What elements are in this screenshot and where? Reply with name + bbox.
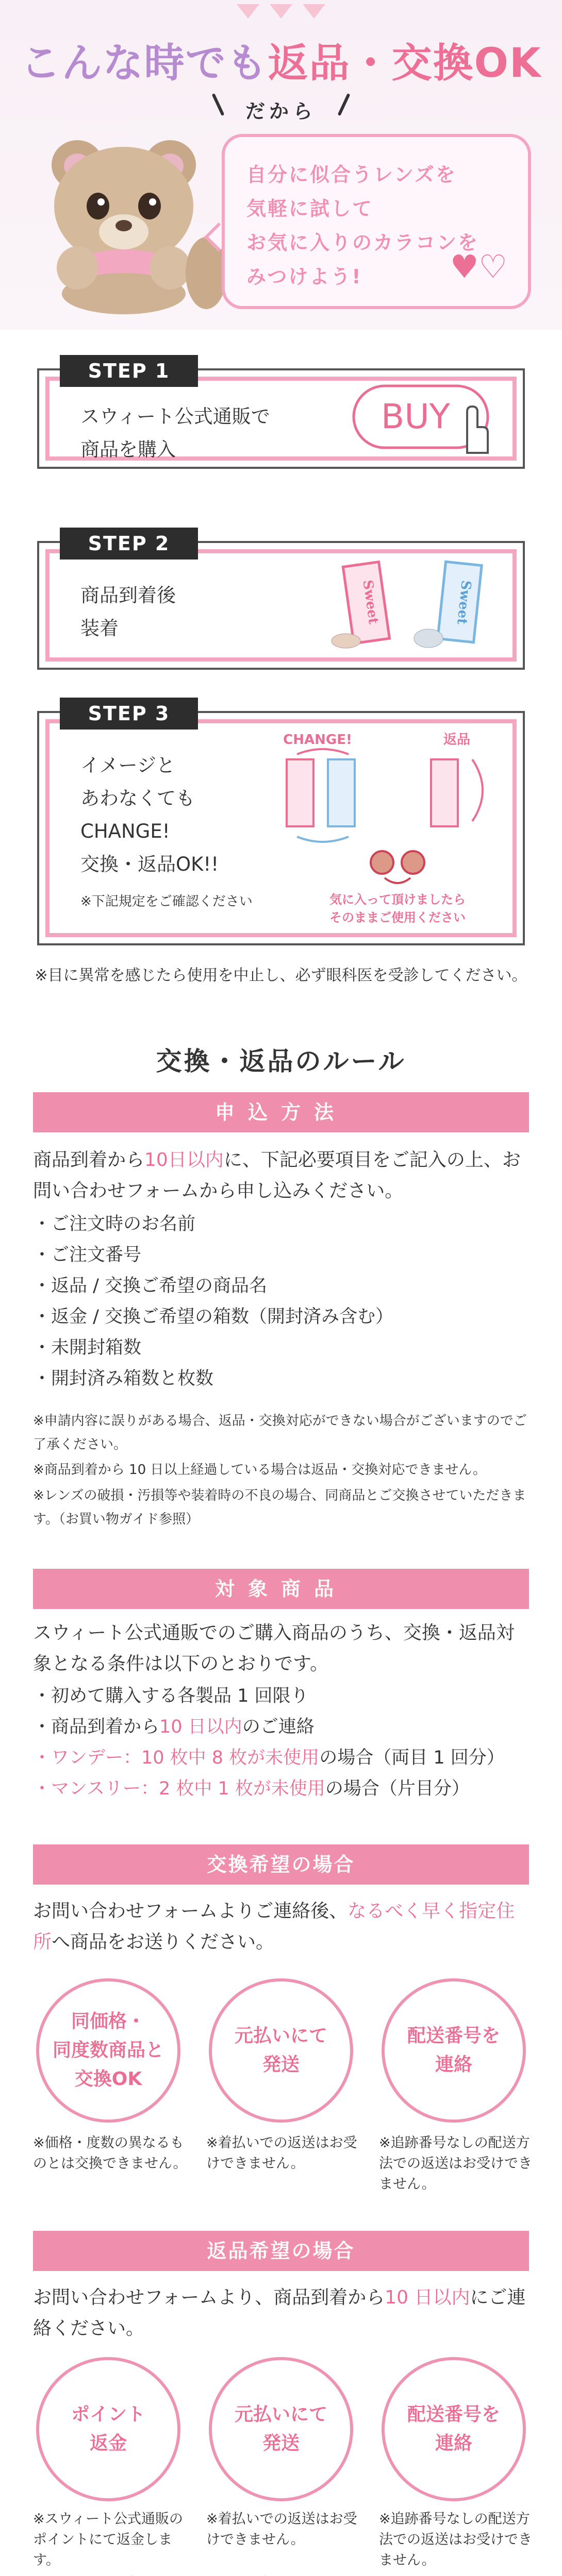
svg-text:Sweet: Sweet (359, 579, 382, 625)
apply-intro: 商品到着から10日以内に、下記必要項目をご記入の上、お問い合わせフォームから申し込みください。 (33, 1149, 521, 1201)
exchange-step-circle: 同価格・ 同度数商品と 交換OK (36, 1978, 180, 2123)
target-item: ・マンスリー：2 枚中 1 枚が未使用の場合（片目分） (33, 1778, 470, 1799)
apply-item: ・未開封箱数 (33, 1337, 142, 1358)
decorative-triangles (0, 4, 562, 21)
lens-boxes-image (318, 553, 514, 656)
exchange-step-circle: 元払いにて 発送 (209, 1978, 353, 2123)
step-2-label: STEP 2 (60, 528, 198, 560)
apply-note: ※申請内容に誤りがある場合、返品・交換対応ができない場合がございますのでご了承ください。 (33, 1413, 527, 1452)
buy-button-icon (338, 370, 508, 468)
step-3-note: ※下記規定をご確認ください (80, 894, 253, 909)
bear-mascot-image (41, 129, 227, 314)
apply-item: ・開封済み箱数と枚数 (33, 1368, 214, 1389)
section-band-apply: 申込方法 (33, 1092, 529, 1132)
exchange-note: ※価格・度数の異なるものとは交換できません。 (33, 2135, 187, 2172)
section-band-exchange: 交換希望の場合 (33, 1844, 529, 1885)
target-intro: スウィート公式通販でのご購入商品のうち、交換・返品対象となる条件は以下のとおりです。 (33, 1622, 515, 1674)
change-return-image (276, 723, 519, 945)
refund-intro: お問い合わせフォームより、商品到着から10 日以内にご連絡ください。 (33, 2287, 526, 2339)
refund-note: ※スウィート公式通販のポイントにて返金します。 (33, 2511, 184, 2568)
hearts-icon: ♥♡ (450, 248, 507, 285)
target-item: ・商品到着から10 日以内のご連絡 (33, 1717, 315, 1737)
refund-step-circle: ポイント 返金 (36, 2357, 180, 2501)
step-2-card (37, 532, 525, 670)
section-band-target: 対象商品 (33, 1569, 529, 1609)
svg-text:そのままご使用ください: そのままご使用ください (329, 910, 466, 925)
svg-text:BUY: BUY (381, 397, 450, 436)
bubble-line: 自分に似合うレンズを (246, 163, 457, 186)
safety-warning: ※目に異常を感じたら使用を中止し、必ず眼科医を受診してください。 (35, 967, 527, 985)
apply-item: ・ご注文番号 (33, 1245, 142, 1265)
step-1-text: スウィート公式通販で 商品を購入 (80, 405, 270, 461)
svg-text:返品: 返品 (443, 732, 471, 748)
refund-note: ※着払いでの返送はお受けできません。 (206, 2511, 357, 2548)
exchange-intro: お問い合わせフォームよりご連絡後、なるべく早く指定住所へ商品をお送りください。 (33, 1901, 515, 1953)
exchange-step-circle: 配送番号を 連絡 (382, 1978, 526, 2123)
apply-item: ・返品 / 交換ご希望の商品名 (33, 1276, 268, 1296)
hero-subtitle: だから (245, 100, 317, 123)
refund-footer-note (33, 2571, 529, 2576)
refund-step-circle: 配送番号を 連絡 (382, 2357, 526, 2501)
step-3-label: STEP 3 (60, 698, 198, 730)
exchange-note: ※追跡番号なしの配送方法での返送はお受けできません。 (379, 2135, 532, 2192)
apply-item: ・ご注文時のお名前 (33, 1214, 196, 1234)
refund-step-circle: 元払いにて 発送 (209, 2357, 353, 2501)
rules-title: 交換・返品のルール (156, 1046, 406, 1076)
svg-text:Sweet: Sweet (454, 579, 474, 625)
target-item: ・初めて購入する各製品 1 回限り (33, 1686, 309, 1706)
step-1-card (37, 360, 525, 469)
hero-title: こんな時でも返品・交換OK (20, 40, 542, 87)
bubble-line: 気軽に試して (246, 197, 374, 220)
target-item: ・ワンデー：10 枚中 8 枚が未使用の場合（両目 1 回分） (33, 1748, 505, 1768)
svg-text:CHANGE!: CHANGE! (283, 732, 352, 748)
apply-note: ※レンズの破損・汚損等や装着時の不良の場合、同商品とご交換させていただきます。（お買い物ガイド参照） (33, 1488, 526, 1527)
bubble-line: みつけよう! (246, 265, 362, 288)
hero-banner (0, 0, 562, 330)
apply-note: ※商品到着から 10 日以上経過している場合は返品・交換対応できません。 (33, 1462, 486, 1478)
step-3-text: イメージと あわなくても CHANGE! 交換・返品OK!! (80, 754, 219, 875)
step-1-label: STEP 1 (60, 355, 198, 387)
apply-item: ・返金 / 交換ご希望の箱数（開封済み含む） (33, 1307, 394, 1327)
speech-bubble (222, 134, 531, 309)
refund-note: ※追跡番号なしの配送方法での返送はお受けできません。 (379, 2511, 532, 2568)
step-2-text: 商品到着後 装着 (80, 584, 176, 639)
section-band-refund: 返品希望の場合 (33, 2231, 529, 2271)
step-3-card (37, 702, 525, 945)
svg-text:気に入って頂けましたら: 気に入って頂けましたら (329, 892, 466, 907)
exchange-note: ※着払いでの返送はお受けできません。 (206, 2135, 357, 2172)
bubble-line: お気に入りのカラコンを (246, 231, 480, 254)
